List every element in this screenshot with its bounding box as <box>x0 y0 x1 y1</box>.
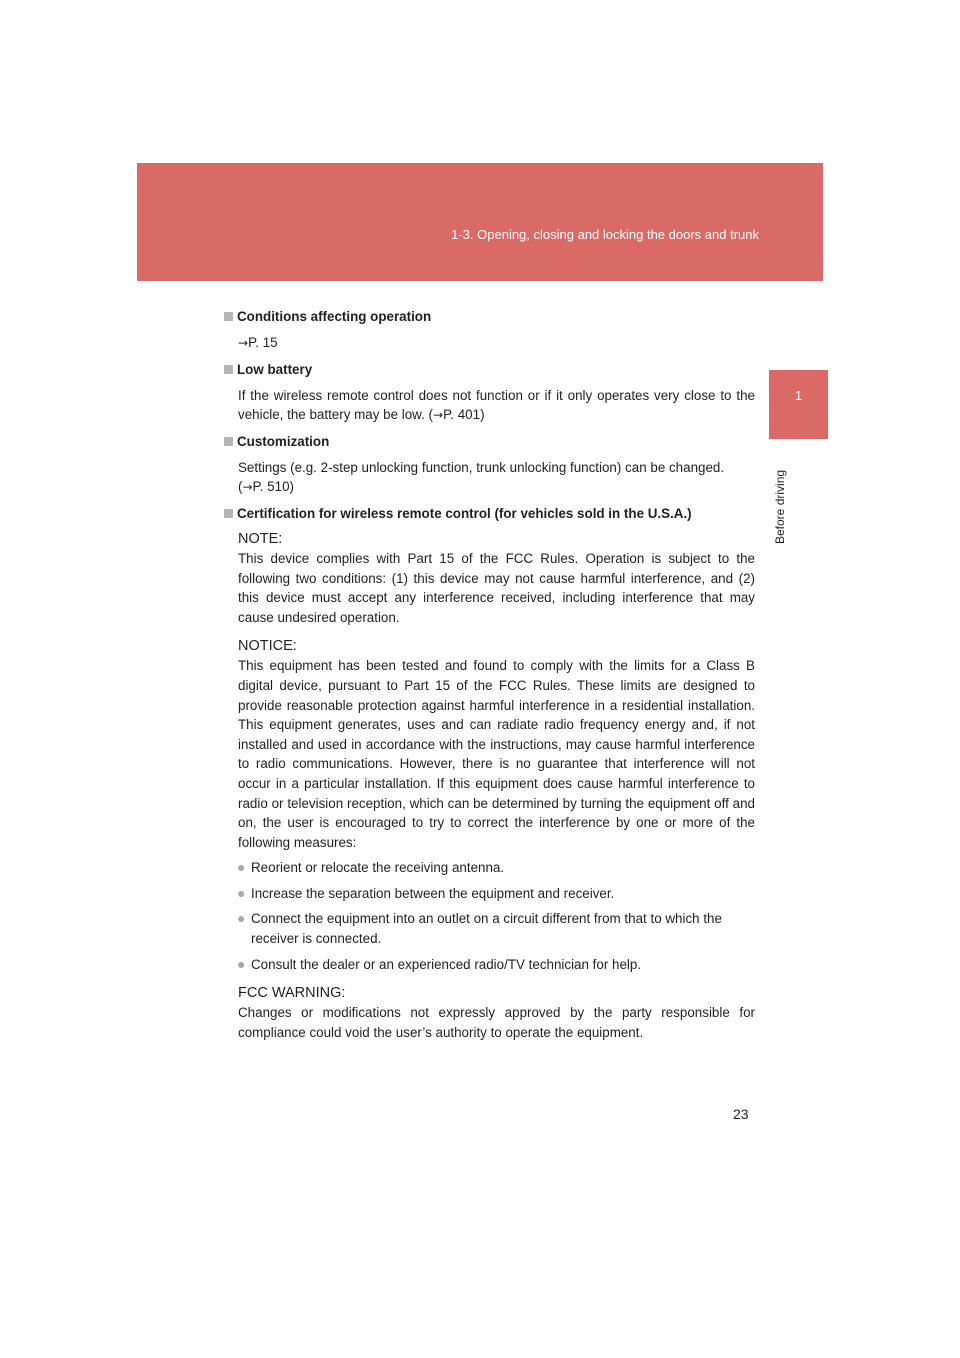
reference-text: P. 510) <box>252 479 294 495</box>
circle-bullet-icon: ● <box>237 884 246 901</box>
arrow-right-icon: → <box>238 336 249 350</box>
notice-label: NOTICE: <box>238 638 297 655</box>
section-low-battery <box>224 360 755 426</box>
circle-bullet-icon: ● <box>237 955 246 972</box>
arrow-right-icon: → <box>433 408 444 423</box>
chapter-tab-label: Before driving <box>773 469 787 544</box>
section-heading-text: Certification for wireless remote control (for vehicles sold in the U.S.A.) <box>237 505 692 521</box>
reference-text: P. 401) <box>443 407 485 423</box>
chapter-header-band <box>137 163 823 281</box>
section-heading-text: Customization <box>237 433 330 449</box>
square-bullet-icon <box>224 509 233 518</box>
section-customization <box>224 432 755 498</box>
square-bullet-icon <box>224 365 233 374</box>
list-item <box>224 909 755 948</box>
list-item-text: Consult the dealer or an experienced radio/TV technician for help. <box>251 956 642 972</box>
reference-text: P. 15 <box>248 335 278 350</box>
square-bullet-icon <box>224 437 233 446</box>
warning-text: Changes or modifications not expressly approved by the party responsible for compliance could void the user’s authority to operate the equipment. <box>238 1005 755 1040</box>
page-number: 23 <box>733 1106 749 1122</box>
page-reference <box>224 333 755 354</box>
list-item-text: Increase the separation between the equipment and receiver. <box>251 885 615 901</box>
paren: ( <box>238 479 243 495</box>
section-certification <box>224 504 755 1042</box>
section-body <box>224 458 755 498</box>
list-item-text: Reorient or relocate the receiving antenna. <box>251 860 505 876</box>
warning-label: FCC WARNING: <box>238 985 346 1002</box>
circle-bullet-icon: ● <box>237 859 246 876</box>
section-heading-text: Conditions affecting operation <box>237 309 432 324</box>
section-heading <box>224 307 755 327</box>
list-item-text: Connect the equipment into an outlet on a circuit different from that to which the receiver is connected. <box>251 911 722 947</box>
body-text: Settings (e.g. 2-step unlocking function, trunk unlocking function) can be changed. <box>238 459 725 475</box>
section-heading <box>224 360 755 380</box>
section-heading-text: Low battery <box>237 361 313 377</box>
chapter-section-title: 1-3. Opening, closing and locking the doors and trunk <box>451 227 759 242</box>
chapter-tab <box>769 370 828 439</box>
body-text: the vehicle, the battery may be low. ( <box>238 387 755 423</box>
section-heading <box>224 432 755 452</box>
note-text: This device complies with Part 15 of the FCC Rules. Operation is subject to the following two conditions: (1) this device may not cause harmful interference, and (2) this device must accept any interference received, including interference that may cause undesired operation. <box>238 550 755 625</box>
arrow-right-icon: → <box>242 480 253 495</box>
section-heading <box>224 504 755 524</box>
page-content <box>224 307 755 1048</box>
section-conditions <box>224 307 755 354</box>
body-text: If the wireless remote control does not function or if it only operates very close to <box>238 387 732 403</box>
notice-text: This equipment has been tested and found to comply with the limits for a Class B digital device, pursuant to Part 15 of the FCC Rules. These limits are designed to provide reasonable protection against harmful interference in a residential installation. This equipment generates, uses and can radiate radio frequency energy and, if not installed and used in accordance with the instructions, may cause harmful interference to radio communications. However, there is no guarantee that interference will not occur in a particular installation. If this equipment does cause harmful interference to radio or television reception, which can be determined by turning the equipment off and on, the user is encouraged to try to correct the interference by one or more of the following measures: <box>238 658 755 850</box>
list-item <box>224 955 755 975</box>
list-item <box>224 884 755 904</box>
square-bullet-icon <box>224 312 233 321</box>
note-label: NOTE: <box>238 530 283 547</box>
chapter-tab-number: 1 <box>794 388 803 403</box>
section-body <box>224 386 755 426</box>
list-item <box>224 858 755 878</box>
circle-bullet-icon: ● <box>237 910 246 927</box>
